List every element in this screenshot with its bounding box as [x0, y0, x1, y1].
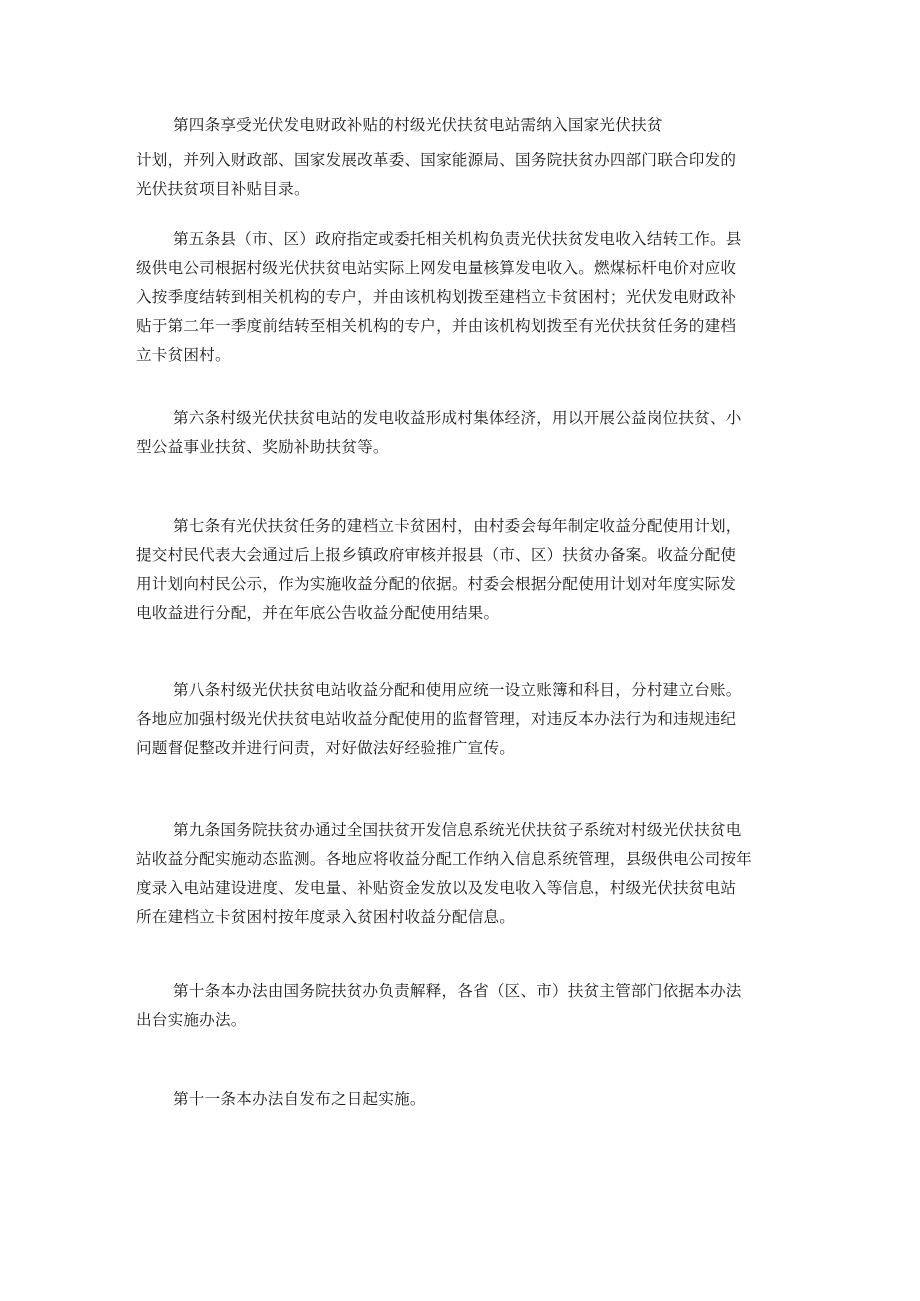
text-line: 第四条享受光伏发电财政补贴的村级光伏扶贫电站需纳入国家光伏扶贫: [173, 116, 663, 134]
text-line: 电收益进行分配，并在年底公告收益分配使用结果。: [136, 604, 500, 622]
text-line: 问题督促整改并进行问责，对好做法好经验推广宣传。: [136, 739, 516, 757]
text-line: 第七条有光伏扶贫任务的建档立卡贫困村，由村委会每年制定收益分配使用计划，: [173, 517, 742, 535]
text-line: 第十条本办法由国务院扶贫办负责解释，各省（区、市）扶贫主管部门依据本办法: [173, 982, 742, 1000]
article-4-first-line: [136, 111, 784, 140]
article-11: [136, 1085, 784, 1114]
text-line: 所在建档立卡贫困村按年度录入贫困村收益分配信息。: [136, 908, 516, 926]
text-line: 入按季度结转到相关机构的专户，并由该机构划拨至建档立卡贫困村；光伏发电财政补: [136, 288, 737, 306]
text-line: 度录入电站建设进度、发电量、补贴资金发放以及发电收入等信息，村级光伏扶贫电站: [136, 879, 737, 897]
text-line: 级供电公司根据村级光伏扶贫电站实际上网发电量核算发电收入。燃煤标杆电价对应收: [136, 259, 737, 277]
text-line: 第五条县（市、区）政府指定或委托相关机构负责光伏扶贫发电收入结转工作。县: [173, 230, 742, 248]
text-line: 站收益分配实施动态监测。各地应将收益分配工作纳入信息系统管理，县级供电公司按年: [136, 850, 752, 868]
text-line: 出台实施办法。: [136, 1011, 247, 1029]
article-10: [136, 977, 784, 1035]
text-line: 第八条村级光伏扶贫电站收益分配和使用应统一设立账簿和科目，分村建立台账。: [173, 681, 742, 699]
text-line: 用计划向村民公示，作为实施收益分配的依据。村委会根据分配使用计划对年度实际发: [136, 575, 737, 593]
text-line: 各地应加强村级光伏扶贫电站收益分配使用的监督管理，对违反本办法行为和违规违纪: [136, 710, 737, 728]
text-line: 光伏扶贫项目补贴目录。: [136, 180, 310, 198]
article-4-continuation: [136, 146, 784, 204]
text-line: 提交村民代表大会通过后上报乡镇政府审核并报县（市、区）扶贫办备案。收益分配使: [136, 546, 737, 564]
article-7: [136, 512, 784, 628]
article-8: [136, 676, 784, 763]
article-5: [136, 225, 784, 370]
text-line: 型公益事业扶贫、奖励补助扶贫等。: [136, 438, 389, 456]
text-line: 贴于第二年一季度前结转至相关机构的专户，并由该机构划拨至有光伏扶贫任务的建档: [136, 317, 737, 335]
text-line: 立卡贫困村。: [136, 346, 231, 364]
text-line: 第九条国务院扶贫办通过全国扶贫开发信息系统光伏扶贫子系统对村级光伏扶贫电: [173, 821, 742, 839]
text-line: 第十一条本办法自发布之日起实施。: [173, 1090, 426, 1108]
article-6: [136, 404, 784, 462]
text-line: 计划，并列入财政部、国家发展改革委、国家能源局、国务院扶贫办四部门联合印发的: [136, 151, 737, 169]
article-9: [136, 816, 784, 932]
text-line: 第六条村级光伏扶贫电站的发电收益形成村集体经济，用以开展公益岗位扶贫、小: [173, 409, 742, 427]
